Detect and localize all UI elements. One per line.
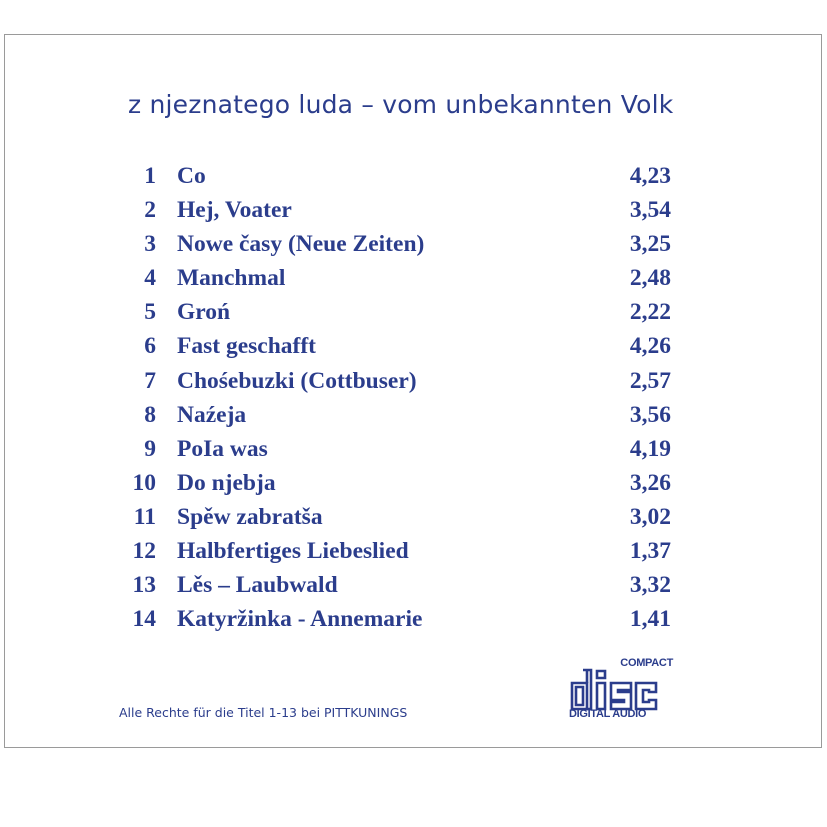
track-row (110, 333, 675, 367)
compact-disc-logo (566, 657, 676, 723)
track-number: 5 (144, 299, 156, 326)
track-duration: 3,26 (629, 469, 671, 496)
track-row (110, 197, 675, 231)
track-duration: 2,57 (629, 367, 671, 394)
track-number: 3 (144, 231, 156, 258)
track-row (110, 572, 675, 606)
track-number: 14 (132, 606, 156, 633)
track-title: Katyržinka - Annemarie (177, 606, 423, 633)
cd-logo-compact-text: COMPACT (620, 657, 673, 669)
track-duration: 3,32 (629, 572, 671, 599)
track-number: 6 (144, 333, 156, 360)
track-row (110, 265, 675, 299)
album-title: z njeznatego luda – vom unbekannten Volk (128, 90, 674, 119)
track-title: Spěw zabratša (177, 503, 323, 530)
track-number: 11 (133, 503, 156, 530)
track-row (110, 299, 675, 333)
track-title: Lěs – Laubwald (177, 572, 338, 599)
track-title: Halbfertiges Liebeslied (177, 538, 409, 565)
track-number: 7 (144, 367, 156, 394)
track-title: Do njebja (177, 469, 276, 496)
track-number: 1 (144, 163, 156, 189)
track-row (110, 606, 675, 640)
track-number: 2 (144, 197, 156, 224)
track-number: 4 (144, 265, 156, 292)
track-duration: 3,02 (629, 503, 671, 530)
track-duration: 4,19 (629, 435, 671, 462)
track-number: 12 (132, 538, 156, 565)
track-row (110, 231, 675, 265)
track-row (110, 163, 675, 197)
track-row (110, 470, 675, 504)
track-duration: 3,56 (629, 401, 671, 428)
track-title: Manchmal (177, 265, 286, 292)
track-title: PoIa was (177, 435, 268, 462)
track-title: Naźeja (177, 401, 247, 428)
track-duration: 3,25 (629, 231, 671, 258)
track-row (110, 402, 675, 436)
track-row (110, 368, 675, 402)
track-row (110, 504, 675, 538)
track-duration: 2,22 (629, 299, 671, 326)
track-number: 8 (144, 401, 156, 428)
disc-wordmark-icon (569, 665, 673, 711)
track-number: 13 (132, 572, 156, 599)
track-duration: 2,48 (629, 265, 671, 292)
track-duration: 4,26 (629, 333, 671, 360)
cd-logo-digital-audio-text: DIGITAL AUDIO (569, 708, 647, 720)
track-list (110, 163, 675, 640)
track-number: 10 (132, 469, 156, 496)
track-title: Co (177, 163, 206, 189)
track-title: Groń (177, 299, 231, 326)
track-row (110, 436, 675, 470)
track-title: Nowe časy (Neue Zeiten) (177, 231, 425, 258)
track-row (110, 538, 675, 572)
copyright-note: Alle Rechte für die Titel 1-13 bei PITTKUNINGS (119, 705, 408, 720)
track-duration: 1,37 (629, 538, 671, 565)
track-title: Chośebuzki (Cottbuser) (177, 367, 417, 394)
track-number: 9 (144, 435, 156, 462)
track-duration: 4,23 (629, 163, 671, 189)
track-duration: 3,54 (629, 197, 671, 224)
track-title: Hej, Voater (177, 197, 292, 224)
track-title: Fast geschafft (177, 333, 317, 360)
track-duration: 1,41 (629, 606, 671, 633)
